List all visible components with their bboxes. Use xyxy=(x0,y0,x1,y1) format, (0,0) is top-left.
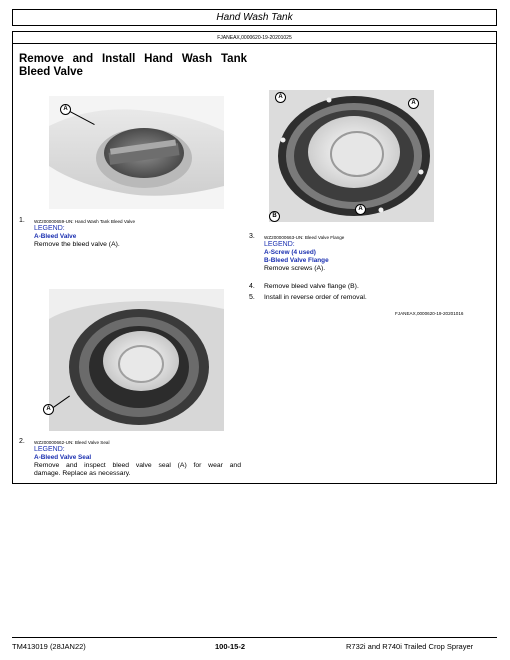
doc-id-right: FJANEAX,0000620-19-20201016 xyxy=(395,311,464,316)
callout-a-photo3-right xyxy=(408,98,419,109)
legend-item: A-Bleed Valve xyxy=(34,233,77,240)
section-title: Hand Wash Tank xyxy=(216,12,293,23)
procedure-title xyxy=(19,53,247,79)
bleed-valve-seal-photo xyxy=(49,289,224,431)
legend-heading: LEGEND: xyxy=(34,446,65,453)
callout-label: A xyxy=(278,94,283,100)
procedure-title-line2: Bleed Valve xyxy=(19,66,83,78)
step-number: 2. xyxy=(19,438,25,445)
step-instruction: Install in reverse order of removal. xyxy=(264,294,367,301)
step-instruction: Remove screws (A). xyxy=(264,265,326,272)
callout-a-photo1 xyxy=(60,104,71,115)
legend-item: B-Bleed Valve Flange xyxy=(264,257,329,264)
callout-a-photo2 xyxy=(43,404,54,415)
footer-doc-number: TM413019 (28JAN22) xyxy=(12,642,86,651)
callout-label: A xyxy=(63,106,68,112)
procedure-frame xyxy=(12,31,497,484)
step-5 xyxy=(249,294,489,304)
callout-label: A xyxy=(358,206,363,212)
procedure-title-line1: Remove and Install Hand Wash Tank xyxy=(19,53,247,65)
step-instruction-line1: Remove and inspect bleed valve seal (A) for wear and xyxy=(34,462,241,469)
step-2 xyxy=(19,438,249,482)
footer-product-name: R732i and R740i Trailed Crop Sprayer xyxy=(346,642,474,651)
bleed-valve-flange-photo xyxy=(269,90,434,222)
step-instruction-line2: damage. Replace as necessary. xyxy=(34,470,131,477)
step-3 xyxy=(249,233,489,277)
step-number: 1. xyxy=(19,217,25,224)
callout-label: B xyxy=(272,213,277,219)
callout-a-photo3-bottom xyxy=(355,204,366,215)
step-instruction: Remove the bleed valve (A). xyxy=(34,241,120,248)
step-number: 3. xyxy=(249,233,255,240)
legend-heading: LEGEND: xyxy=(264,241,295,248)
figure-caption: WZ200000659-UN: Hand Wash Tank Bleed Valve xyxy=(34,219,136,224)
step-1 xyxy=(19,217,249,257)
callout-b-photo3 xyxy=(269,211,280,222)
legend-item: A-Screw (4 used) xyxy=(264,249,316,256)
step-instruction: Remove bleed valve flange (B). xyxy=(264,283,359,290)
callout-a-photo3-top xyxy=(275,92,286,103)
footer-page-number: 100-15-2 xyxy=(215,642,246,651)
section-header xyxy=(12,9,497,26)
figure-caption: WZ200000663-UN: Bleed Valve Flange xyxy=(264,235,345,240)
step-number: 4. xyxy=(249,283,255,290)
callout-label: A xyxy=(46,406,51,412)
step-4 xyxy=(249,283,489,293)
doc-id-top: FJANEAX,0000620-19-20201025 xyxy=(13,32,496,44)
figure-caption: WZ200000662-UN: Bleed Valve Seal xyxy=(34,440,110,445)
legend-heading: LEGEND: xyxy=(34,225,65,232)
step-number: 5. xyxy=(249,294,255,301)
footer-divider xyxy=(12,637,497,638)
legend-item: A-Bleed Valve Seal xyxy=(34,454,92,461)
callout-label: A xyxy=(411,100,416,106)
